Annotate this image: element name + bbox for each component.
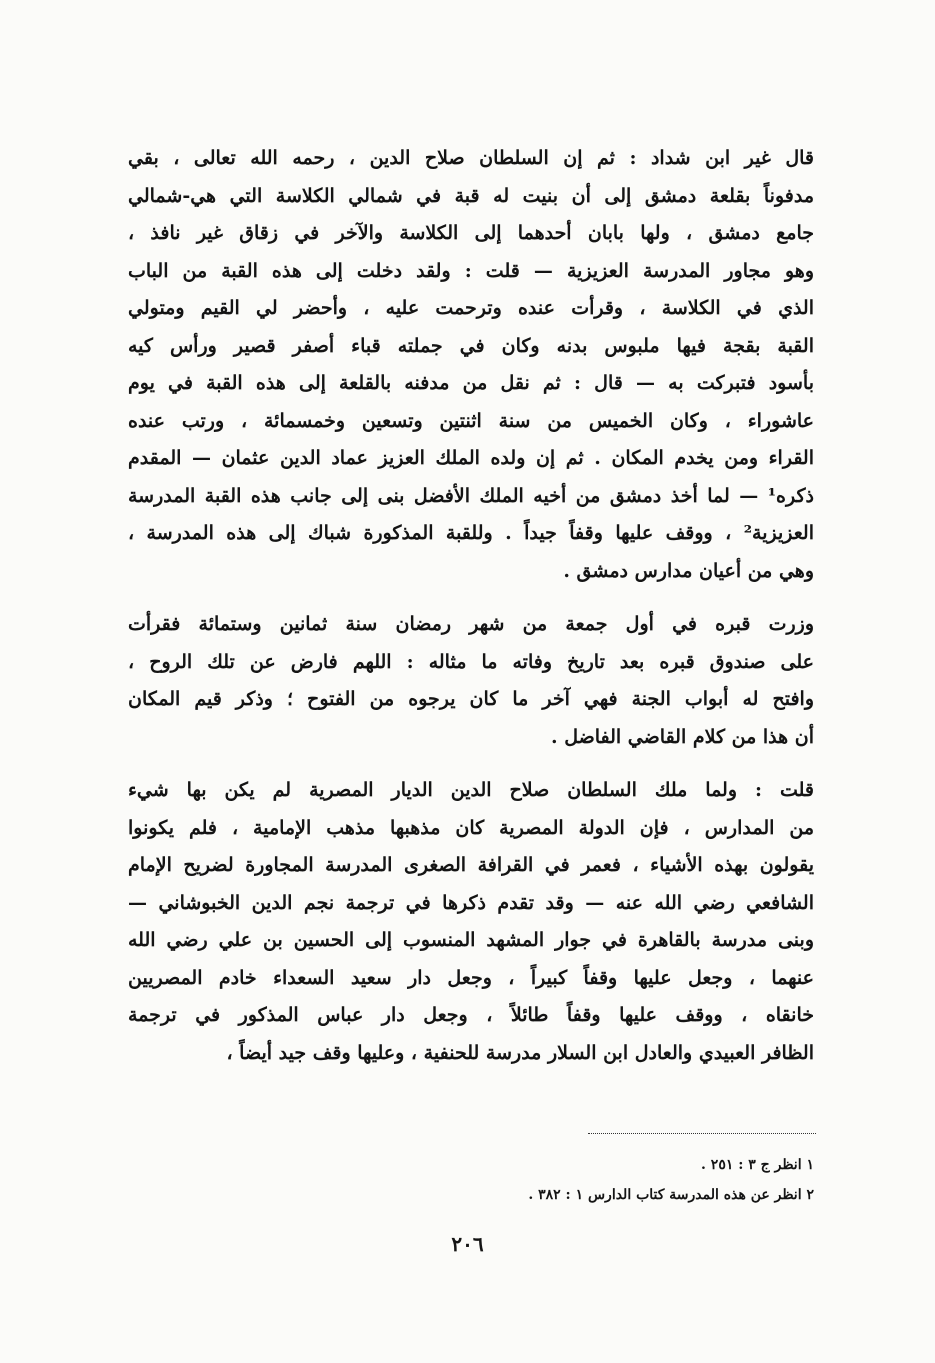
text-line: وبنى مدرسة بالقاهرة في جوار المشهد المنسوب إلى الحسين بن علي رضي الله xyxy=(128,929,814,951)
text-line: العزيزية² ، ووقف عليها وقفاً جيداً . وللقبة المذكورة شباك إلى هذه المدرسة ، xyxy=(128,522,814,544)
text-line: وافتح له أبواب الجنة فهي آخر ما كان يرجوه من الفتوح ؛ وذكر قيم المكان xyxy=(128,688,814,710)
text-line: بأسود فتبركت به — قال : ثم نقل من مدفنه بالقلعة إلى هذه القبة في يوم xyxy=(128,372,814,394)
paragraph-3 xyxy=(128,772,814,1072)
text-line: وهي من أعيان مدارس دمشق . xyxy=(563,559,814,582)
text-line: جامع دمشق ، ولها بابان أحدهما إلى الكلاسة والآخر في زقاق غير نافذ ، xyxy=(128,222,814,244)
footnote-1: ١ انظر ج ٣ : ٢٥١ . xyxy=(701,1157,814,1173)
text-line: قال غير ابن شداد : ثم إن السلطان صلاح الدين ، رحمه الله تعالى ، بقي xyxy=(128,147,814,169)
footnote-2: ٢ انظر عن هذه المدرسة كتاب الدارس ١ : ٣٨٢ . xyxy=(528,1187,814,1203)
text-line: عنهما ، وجعل عليها وقفاً كبيراً ، وجعل دار سعيد السعداء خادم المصريين xyxy=(128,966,814,989)
footnote-divider xyxy=(588,1133,816,1134)
text-line: يقولون بهذه الأشياء ، فعمر في القرافة الصغرى المدرسة المجاورة لضريح الإمام xyxy=(128,854,814,876)
text-line: الظافر العبيدي والعادل ابن السلار مدرسة للحنفية ، وعليها وقف جيد أيضاً ، xyxy=(226,1041,814,1064)
text-line: القراء ومن يخدم المكان . ثم إن ولده الملك العزيز عماد الدين عثمان — المقدم xyxy=(128,447,814,469)
text-line: على صندوق قبره بعد تاريخ وفاته ما مثاله : اللهم فارض عن تلك الروح ، xyxy=(128,650,814,673)
text-line: القبة بقجة فيها ملبوس بدنه وكان في جملته قباء أصفر قصير ورأس كيه xyxy=(128,334,814,357)
text-line: عاشوراء ، وكان الخميس من سنة اثنتين وتسعين وخمسمائة ، ورتب عنده xyxy=(128,409,814,432)
text-line: خانقاه ، ووقف عليها وقفاً طائلاً ، وجعل دار عباس المذكور في ترجمة xyxy=(128,1004,814,1026)
page-number: ٢٠٦ xyxy=(451,1232,484,1256)
text-line: مدفوناً بقلعة دمشق إلى أن بنيت له قبة في شمالي الكلاسة التي هي-شمالي xyxy=(128,184,814,207)
paragraph-2 xyxy=(128,606,814,756)
paragraph-1 xyxy=(128,140,814,590)
text-line: ذكره¹ — لما أخذ دمشق من أخيه الملك الأفضل بنى إلى جانب هذه القبة المدرسة xyxy=(128,484,814,507)
text-line: الذي في الكلاسة ، وقرأت عنده وترحمت عليه ، وأحضر لي القيم ومتولي xyxy=(128,297,814,319)
text-line: أن هذا من كلام القاضي الفاضل . xyxy=(550,725,814,748)
text-line: الشافعي رضي الله عنه — وقد تقدم ذكرها في ترجمة نجم الدين الخبوشاني — xyxy=(128,891,814,914)
footnotes xyxy=(300,1150,814,1210)
main-text xyxy=(128,140,814,1072)
text-line: وهو مجاور المدرسة العزيزية — قلت : ولقد دخلت إلى هذه القبة من الباب xyxy=(128,259,814,282)
text-line: من المدارس ، فإن الدولة المصرية كان مذهبها مذهب الإمامية ، فلم يكونوا xyxy=(128,816,814,839)
text-line: قلت : ولما ملك السلطان صلاح الدين الديار المصرية لم يكن بها شيء xyxy=(128,779,814,801)
text-line: وزرت قبره في أول جمعة من شهر رمضان سنة ثمانين وستمائة فقرأت xyxy=(128,613,814,635)
